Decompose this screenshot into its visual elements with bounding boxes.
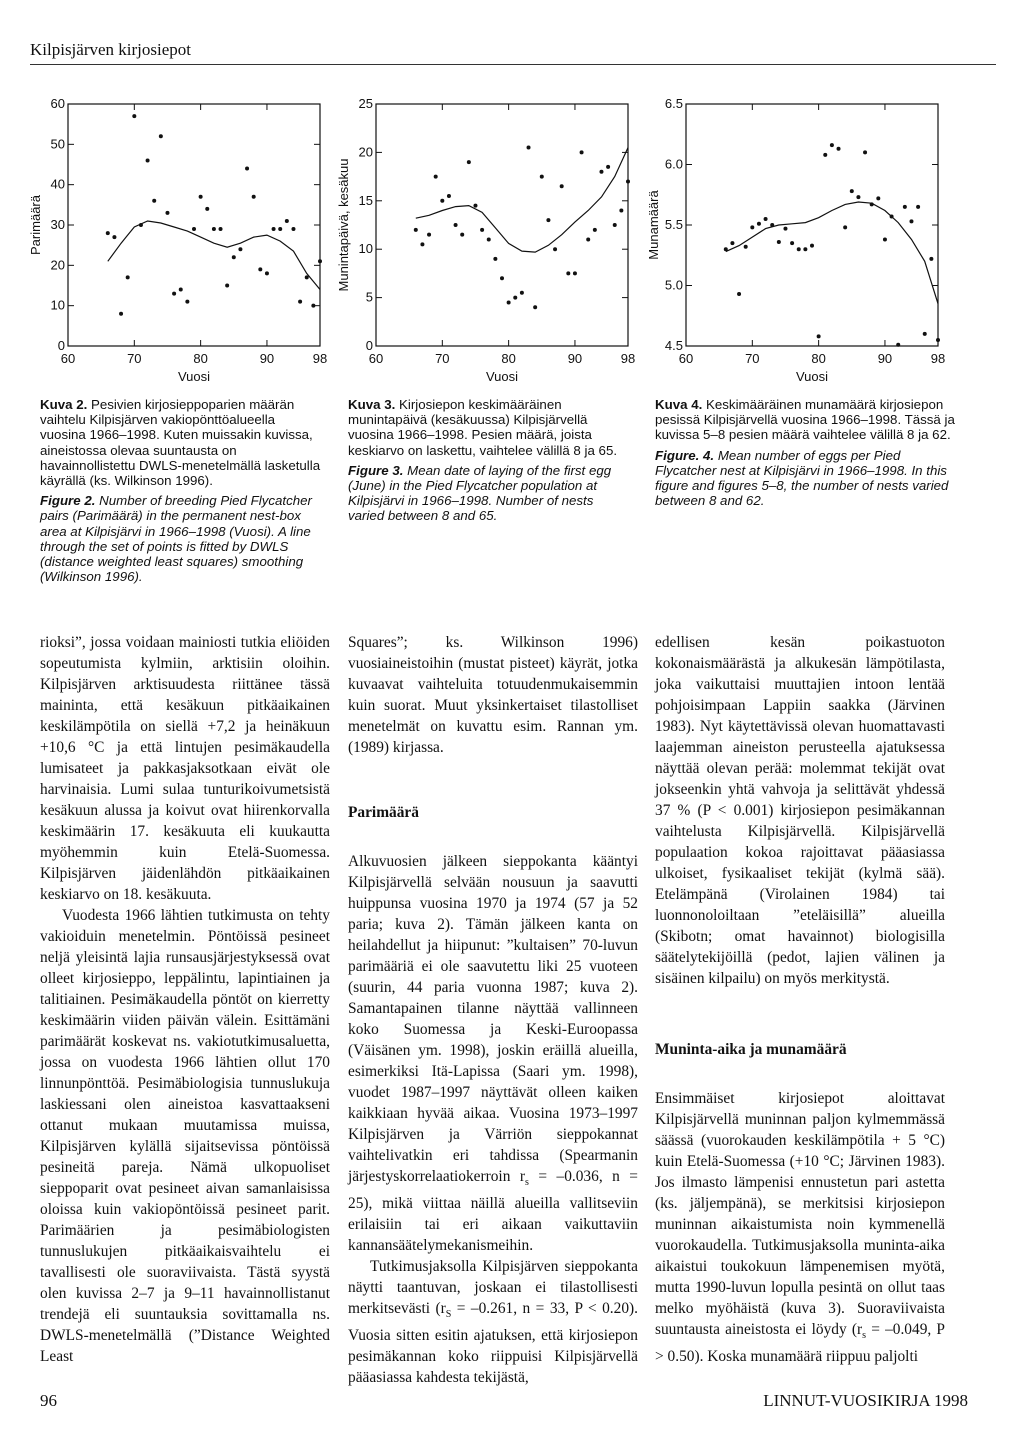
data-point xyxy=(447,194,451,198)
smoothed-trend-line xyxy=(108,221,320,290)
data-point xyxy=(527,146,531,150)
chart-clutch-size-svg xyxy=(640,90,952,390)
caption-figure-3 xyxy=(348,397,630,529)
data-point xyxy=(560,184,564,188)
y-tick-label: 0 xyxy=(365,338,373,353)
paragraph: rioksi”, jossa voidaan mainiosti tutkia eliöiden sopeutumista kylmiin, arktisiin oloihin. Kilpisjärven arktisuudesta riittänee tässä maininta, että kesäkuun pitkäaikainen keskilämpötila on siellä +7,2 ja heinäkuun +10,6 °C ja että lintujen pesimäkaudella lumisateet ja pakkasjaksotkaan eivät ole harvinaisia. Lumi sulaa tunturikoivumetsistä kesäkuun alussa ja koivut ovat hiirenkorvalla keskimäärin 17. kesäkuuta eli kuukautta myöhemmin kuin Etelä-Suomessa. Kilpisjärven jäidenlähdön pitkäaikainen keskiarvo on 18. kesäkuuta. xyxy=(40,634,330,903)
data-point xyxy=(311,304,315,308)
data-point xyxy=(440,199,444,203)
x-tick-label: 98 xyxy=(312,351,328,366)
caption-label: Kuva 2. xyxy=(40,397,88,412)
paragraph-text: = –0.036, n = 25), mikä viittaa näillä alueilla vallitseviin erilaisiin tai eri aikaan vaikuttaviin kannansäätelymekanismeihin. xyxy=(348,1168,638,1255)
data-point xyxy=(923,332,927,336)
data-point xyxy=(420,242,424,246)
data-point xyxy=(112,235,116,239)
body-column-3 xyxy=(655,632,945,1367)
x-tick-label: 90 xyxy=(259,351,275,366)
data-point xyxy=(480,228,484,232)
data-point xyxy=(165,211,169,215)
chart-breeding-pairs-svg xyxy=(22,90,334,390)
y-tick-label: 5 xyxy=(365,289,373,305)
x-tick-label: 60 xyxy=(678,351,694,366)
data-point xyxy=(837,147,841,151)
data-point xyxy=(212,227,216,231)
caption-label: Kuva 3. xyxy=(348,397,396,412)
data-point xyxy=(245,167,249,171)
paragraph: edellisen kesän poikastuoton kokonaismäärästä ja alkukesän lämpötilasta, joka vaikuttaisi muuttajien intoon lentää pohjoisimpaan Lappiin saakka (Järvinen 1983). Nyt käytettävissä olevan huomattavasti laajemman aineiston perusteella ajatuksessa näyttää olevan perää: molemmat tekijät ovat jokseenkin yhtä vahvoja ja selittävät yhdessä 37 % (P < 0.001) kirjosiepon pesimäkannan vaihtelusta Kilpisjärvellä. Kilpisjärvellä populaation kokoa rajoittavat pääasiassa ulkoiset, fysikaaliset tekijät (kylmä sää). Etelämpänä (Virolainen 1984) tai luonnonoloiltaan ”eteläisillä” alueilla (Skibotn; omat havainnot) biologisilla säätelytekijöillä (pedot, lajien välinen ja sisäinen kilpailu) on myös merkitystä. xyxy=(655,634,945,987)
data-point xyxy=(172,292,176,296)
data-point xyxy=(764,217,768,221)
data-point xyxy=(473,204,477,208)
header-rule xyxy=(30,64,996,65)
x-tick-label: 60 xyxy=(368,351,384,366)
data-point xyxy=(929,257,933,261)
x-axis-label: Vuosi xyxy=(177,369,211,384)
caption-fi xyxy=(348,397,630,458)
data-point xyxy=(830,143,834,147)
data-point xyxy=(883,238,887,242)
data-point xyxy=(903,205,907,209)
data-point xyxy=(132,114,136,118)
x-tick-label: 90 xyxy=(567,351,583,366)
data-point xyxy=(593,228,597,232)
data-point xyxy=(146,158,150,162)
x-tick-label: 70 xyxy=(435,351,450,366)
y-axis-label: Parimäärä xyxy=(28,195,43,255)
x-tick-label: 80 xyxy=(811,351,826,366)
data-point xyxy=(744,245,748,249)
data-point xyxy=(843,225,847,229)
data-point xyxy=(427,233,431,237)
data-point xyxy=(770,223,774,227)
data-point xyxy=(487,238,491,242)
y-tick-label: 10 xyxy=(358,241,373,257)
y-tick-label: 6.0 xyxy=(664,156,683,172)
data-point xyxy=(936,338,940,342)
y-tick-label: 4.5 xyxy=(664,338,683,353)
data-point xyxy=(757,222,761,226)
x-axis-label: Vuosi xyxy=(795,369,829,384)
data-point xyxy=(803,247,807,251)
chart-clutch-size xyxy=(640,90,952,395)
running-head: Kilpisjärven kirjosiepot xyxy=(30,40,192,59)
data-point xyxy=(737,292,741,296)
subscript: s xyxy=(862,1330,867,1342)
data-point xyxy=(626,179,630,183)
data-point xyxy=(573,271,577,275)
data-point xyxy=(724,247,728,251)
x-tick-label: 80 xyxy=(501,351,516,366)
paragraph-text: = –0.049, P > 0.50). Koska munamäärä riippuu paljolti xyxy=(655,1321,945,1366)
paragraph-text: Ensimmäiset kirjosiepot aloittavat Kilpisjärvellä muninnan paljon kylmemmässä säässä (vuorokauden keskilämpötila + 5 °C) kuin Etelä-Suomessa (+10 °C; Järvinen 1983). Jos ilmasto lämpenisi ennustetun pari astetta (ks. jäljempänä), se merkitsisi kirjosiepon muninnan aikaistumista noin kymmenellä vuorokaudella. Tutkimusjaksolla muninta-aika aikaistui toukokuun lämpenemisen myötä, mutta 1990-luvun lopulla pesintä on ollut taas melko myöhäistä (kuva 3). Suoraviivaista suuntausta aineistosta ei löydy (r xyxy=(655,1090,945,1338)
caption-text: Mean date of laying of the first egg (June) in the Pied Flycatcher population at Kilpisjärvi in 1966–1998. Number of nests varied between 8 and 65. xyxy=(348,462,612,524)
data-point xyxy=(258,267,262,271)
caption-label: Figure. 4. xyxy=(655,447,715,463)
data-point xyxy=(613,223,617,227)
data-point xyxy=(285,219,289,223)
section-heading-muninta: Muninta-aika ja munamäärä xyxy=(655,1041,847,1058)
data-point xyxy=(414,228,418,232)
data-point xyxy=(909,219,913,223)
data-point xyxy=(533,305,537,309)
x-axis-label: Vuosi xyxy=(485,369,519,384)
data-point xyxy=(185,300,189,304)
data-point xyxy=(750,225,754,229)
data-point xyxy=(566,271,570,275)
data-point xyxy=(507,300,511,304)
data-point xyxy=(513,296,517,300)
y-tick-label: 15 xyxy=(358,192,373,208)
x-tick-label: 98 xyxy=(930,351,946,366)
data-point xyxy=(606,165,610,169)
data-point xyxy=(291,227,295,231)
publication-title: LINNUT-VUOSIKIRJA 1998 xyxy=(763,1391,968,1410)
data-point xyxy=(106,231,110,235)
data-point xyxy=(823,153,827,157)
paragraph-text: = –0.261, n = 33, P < 0.20). Vuosia sitten esitin ajatuksen, että kirjosiepon pesimäkannan koko riippuisi Kilpisjärvellä pääasiassa kahdesta tekijästä, xyxy=(348,1300,638,1387)
data-point xyxy=(520,291,524,295)
y-tick-label: 50 xyxy=(50,136,65,152)
data-point xyxy=(278,227,282,231)
data-point xyxy=(298,300,302,304)
data-point xyxy=(126,275,130,279)
data-point xyxy=(252,195,256,199)
caption-label: Figure 3. xyxy=(348,462,404,478)
data-point xyxy=(876,196,880,200)
data-point xyxy=(265,271,269,275)
subscript: s xyxy=(524,1177,529,1189)
data-point xyxy=(810,244,814,248)
data-point xyxy=(777,240,781,244)
smoothed-trend-line xyxy=(416,148,628,253)
data-point xyxy=(119,312,123,316)
x-tick-label: 80 xyxy=(193,351,208,366)
chart-laying-date xyxy=(330,90,642,395)
data-point xyxy=(890,215,894,219)
data-point xyxy=(272,227,276,231)
data-point xyxy=(850,189,854,193)
y-tick-label: 60 xyxy=(50,96,65,111)
data-point xyxy=(238,247,242,251)
caption-text: Number of breeding Pied Flycatcher pairs (Parimäärä) in the permanent nest-box area at Kilpisjärvi in 1966–1998 (Vuosi). A line through the set of points is fitted by DWLS (distance weighted least squares) smoothing (Wilkinson 1996). xyxy=(40,493,312,585)
data-point xyxy=(460,233,464,237)
y-tick-label: 20 xyxy=(358,144,373,160)
y-tick-label: 40 xyxy=(50,176,65,192)
y-axis-label: Munamäärä xyxy=(646,190,661,260)
data-point xyxy=(179,288,183,292)
caption-fi xyxy=(40,397,322,488)
paragraph-text: Alkuvuosien jälkeen sieppokanta kääntyi Kilpisjärvellä selvään nousuun ja saavutti huippunsa vuosina 1970 ja 1974 (57 ja 52 paria; kuva 2). Tämän jälkeen kanta on heilahdellut ja hiipunut: ”kultaisen” 70-luvun parimääriä ei ole saavutettu liki 25 vuoteen (suurin, 44 paria vuonna 1987; kuva 2). Samantapainen tilanne näyttää vallinneen koko Suomessa ja Keski-Euroopassa (Väisänen ym. 1998), joskin eräillä alueilla, esimerkiksi Itä-Lapissa (Saari ym. 1998), vuodet 1987–1997 näyttävät olleen kaiken kaikkiaan hyvää aikaa. Vuosina 1973–1997 Kilpisjärven ja Värriön sieppokannat vaihtelivatkin eri tahdissa (Spearmanin järjestyskorrelaatiokerroin r xyxy=(348,853,638,1185)
data-point xyxy=(318,259,322,263)
y-tick-label: 30 xyxy=(50,217,65,232)
caption-text: Mean number of eggs per Pied Flycatcher nest at Kilpisjärvi in 1966–1998. In this figure and figures 5–8, the number of nests varied between 8 and 62. xyxy=(655,447,949,509)
y-tick-label: 5.5 xyxy=(664,217,683,232)
data-point xyxy=(586,238,590,242)
smoothed-trend-line xyxy=(726,202,938,304)
data-point xyxy=(790,241,794,245)
data-point xyxy=(454,223,458,227)
caption-text: Pesivien kirjosieppoparien määrän vaihtelu Kilpisjärven vakiopönttöalueella vuosina 1966–1998. Kuten muissakin kuvissa, aineistossa olevaa suuntausta on havainnollistettu DWLS-menetelmällä lasketulla käyrällä (ks. Wilkinson 1996). xyxy=(40,397,321,489)
data-point xyxy=(139,223,143,227)
x-tick-label: 70 xyxy=(745,351,760,366)
caption-label: Figure 2. xyxy=(40,493,96,509)
data-point xyxy=(856,195,860,199)
caption-figure-2 xyxy=(40,397,322,589)
caption-label: Kuva 4. xyxy=(655,397,703,412)
subscript: S xyxy=(445,1309,452,1321)
x-tick-label: 90 xyxy=(877,351,893,366)
paragraph xyxy=(348,851,638,1256)
plot-frame xyxy=(376,104,628,346)
data-point xyxy=(783,227,787,231)
data-point xyxy=(540,175,544,179)
section-heading-parimaara: Parimäärä xyxy=(348,804,419,821)
paragraph: Squares”; ks. Wilkinson 1996) vuosiaineistoihin (mustat pisteet) käyrät, jotka kuvaavat vaihteluita totuudenmukaisemmin kuin suorat. Muut yksinkertaiset tilastolliset menetelmät on kuvattu esim. Rannan ym. (1989) kirjassa. xyxy=(348,634,638,756)
data-point xyxy=(870,202,874,206)
data-point xyxy=(434,175,438,179)
data-point xyxy=(599,170,603,174)
y-tick-label: 6.5 xyxy=(664,96,683,111)
chart-laying-date-svg xyxy=(330,90,642,390)
body-column-1 xyxy=(40,632,330,1367)
data-point xyxy=(817,334,821,338)
x-tick-label: 70 xyxy=(127,351,142,366)
caption-fi xyxy=(655,397,955,443)
caption-figure-4 xyxy=(655,397,955,513)
caption-en xyxy=(40,493,322,584)
data-point xyxy=(219,227,223,231)
caption-en xyxy=(655,448,955,509)
data-point xyxy=(896,343,900,347)
data-point xyxy=(305,275,309,279)
paragraph xyxy=(348,1256,638,1388)
plot-frame xyxy=(68,104,320,346)
data-point xyxy=(916,205,920,209)
paragraph-text: Tutkimusjaksolla Kilpisjärven sieppokanta näytti taantuvan, joskaan ei tilastollisesti merkitsevästi (r xyxy=(348,1258,638,1318)
caption-text: Kirjosiepon keskimääräinen munintapäivä (kesäkuussa) Kilpisjärvellä vuosina 1966–1998. Pesien määrä, joista keskiarvo on laskettu, vaihtelee välillä 8 ja 65. xyxy=(348,397,618,458)
data-point xyxy=(152,199,156,203)
data-point xyxy=(553,247,557,251)
x-tick-label: 98 xyxy=(620,351,636,366)
caption-text: Keskimääräinen munamäärä kirjosiepon pesissä Kilpisjärvellä vuosina 1966–1998. Tässä ja kuvissa 5–8 pesien määrä vaihtelee välillä 8 ja 62. xyxy=(655,397,955,443)
y-tick-label: 20 xyxy=(50,257,65,273)
data-point xyxy=(199,195,203,199)
data-point xyxy=(863,150,867,154)
data-point xyxy=(500,276,504,280)
data-point xyxy=(192,227,196,231)
data-point xyxy=(546,218,550,222)
data-point xyxy=(580,150,584,154)
y-tick-label: 10 xyxy=(50,297,65,313)
data-point xyxy=(232,255,236,259)
chart-breeding-pairs xyxy=(22,90,334,395)
y-tick-label: 5.0 xyxy=(664,277,683,293)
paragraph: Vuodesta 1966 lähtien tutkimusta on tehty vakioiduin menetelmin. Pöntöissä pesineet neljä yleisintä lajia runsausjärjestyksessä ovat olleet kirjosieppo, leppälintu, lapintiainen ja talitiainen. Pesimäkaudella pöntöt on kierretty keskimäärin viiden päivän välein. Esittämäni parimäärät koskevat ns. vakiotutkimusaluetta, jossa on vuodesta 1966 lähtien ollut 170 linnunpönttöä. Pesimäbiologisia tunnuslukuja laskiessani olen aineistoa kasvattaakseni ottanut mukaan muutamissa muissa, Kilpisjärven kylällä sijaitsevissa pöntöissä pesineitä pareja. Nämä ulkopuoliset sieppoparit ovat pesineet aivan samanlaisissa oloissa kuin vakiopöntöissä pesineet parit. Parimäärien ja pesimäbiologisten tunnuslukujen pitkäaikaisvaihtelu ei tavallisesti ole suoraviivaista. Tästä syystä olen kuvissa 2–7 ja 9–11 havainnollistanut trendejä eli suuntauksia sovittamalla ns. DWLS-menetelmällä (”Distance Weighted Least xyxy=(40,907,330,1365)
y-tick-label: 0 xyxy=(57,338,65,353)
x-tick-label: 60 xyxy=(60,351,76,366)
data-point xyxy=(797,247,801,251)
data-point xyxy=(225,284,229,288)
y-tick-label: 25 xyxy=(358,96,373,111)
y-axis-label: Munintapäivä, kesäkuu xyxy=(336,158,351,292)
data-point xyxy=(205,207,209,211)
body-column-2 xyxy=(348,632,638,1388)
data-point xyxy=(619,208,623,212)
data-point xyxy=(467,160,471,164)
paragraph xyxy=(655,1088,945,1367)
data-point xyxy=(730,241,734,245)
page-number: 96 xyxy=(40,1391,57,1410)
caption-en xyxy=(348,463,630,524)
data-point xyxy=(159,134,163,138)
data-point xyxy=(493,257,497,261)
